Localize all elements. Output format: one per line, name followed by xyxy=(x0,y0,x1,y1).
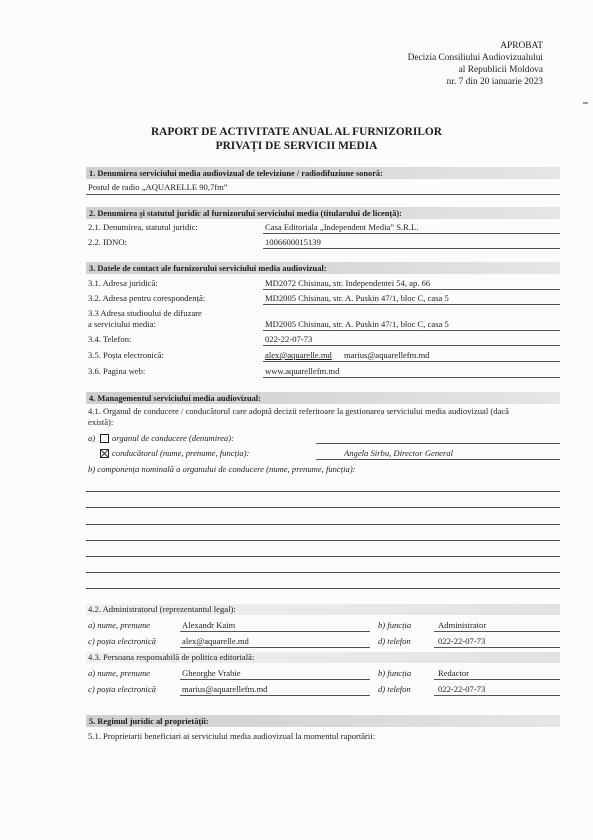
studio-address-value: MD2005 Chisinau, str. A. Puskin 47/1, bloc C, casa 5 xyxy=(265,319,449,329)
postal-address-label: 3.2. Adresa pentru corespondență: xyxy=(88,293,206,303)
phone-label: 3.4. Telefon: xyxy=(88,334,132,344)
admin-email-label: c) poșta electronică xyxy=(88,636,156,646)
section-2-header: 2. Denumirea și statutul juridic al furnizorului serviciului media (titularului de licență): xyxy=(86,207,560,219)
section-4-header: 4. Managementul serviciului media audiovizual: xyxy=(86,392,560,404)
management-body-checkbox[interactable] xyxy=(100,434,109,443)
admin-title: 4.2. Administratorul (reprezentantul legal): xyxy=(88,604,236,614)
legal-address-value: MD2072 Chisinau, str. Independentei 54, ap. 66 xyxy=(265,278,431,288)
approval-decision: Decizia Consiliului Audiovizualului xyxy=(407,53,543,63)
admin-email-value: alex@aquarelle.md xyxy=(182,636,249,646)
editor-email-value: marius@aquarellefm.md xyxy=(182,684,268,694)
field-line xyxy=(263,377,560,378)
approval-number: nr. 7 din 20 ianuarie 2023 xyxy=(446,77,543,87)
legal-status-value: Casa Editoriala „Independent Media” S.R.L. xyxy=(265,222,419,232)
management-body-label: organul de conducere (denumirea): xyxy=(112,433,234,443)
q51-text: 5.1. Proprietarii beneficiari ai serviciului media audiovizual la momentul raportării: xyxy=(88,731,376,741)
field-line xyxy=(316,443,560,444)
composition-label: b) componența nominală a organului de conducere (nume, prenume, funcția): xyxy=(88,464,356,474)
editor-name-label: a) nume, prenume xyxy=(88,668,150,678)
section-5-header: 5. Regimul juridic al proprietății: xyxy=(86,715,560,727)
admin-name-label: a) nume, prenume xyxy=(88,620,150,630)
field-line xyxy=(434,679,560,680)
editor-email-label: c) poșta electronică xyxy=(88,684,156,694)
manager-checkbox[interactable] xyxy=(100,449,109,458)
scan-mark xyxy=(583,102,588,104)
approval-label: APROBAT xyxy=(500,41,543,51)
blank-line xyxy=(86,491,560,492)
field-line xyxy=(263,361,560,362)
field-line xyxy=(434,631,560,632)
field-line xyxy=(263,304,560,305)
editor-function-label: b) funcția xyxy=(378,668,412,678)
website-value[interactable]: www.aquarellefm.md xyxy=(265,366,340,376)
editor-phone-value: 022-22-07-73 xyxy=(438,684,486,694)
admin-name-value: Alexandr Kaim xyxy=(182,620,236,630)
option-a-prefix: a) xyxy=(88,433,96,443)
email-value-1[interactable]: alex@aquarelle.md xyxy=(265,350,332,360)
legal-status-label: 2.1. Denumirea, statutul juridic: xyxy=(88,222,198,232)
field-line xyxy=(434,647,560,648)
field-line xyxy=(180,647,370,648)
legal-address-label: 3.1. Adresa juridică: xyxy=(88,278,158,288)
field-line xyxy=(263,248,560,249)
field-line xyxy=(434,695,560,696)
manager-value: Angela Sirbu, Director General xyxy=(344,448,453,458)
email-label: 3.5. Poșta electronică: xyxy=(88,350,164,360)
field-line xyxy=(263,330,560,331)
editor-title: 4.3. Persoana responsabilă de politica editorială: xyxy=(88,652,255,662)
field-line xyxy=(316,459,560,460)
section-3-header: 3. Datele de contact ale furnizorului serviciului media audiovizual: xyxy=(86,262,560,274)
service-name-value: Postul de radio „AQUARELLE 90,7fm” xyxy=(88,182,228,192)
idno-value: 1006600015139 xyxy=(265,237,321,247)
field-line xyxy=(180,695,370,696)
idno-label: 2.2. IDNO: xyxy=(88,237,127,247)
blank-line xyxy=(86,572,560,573)
phone-value: 022-22-07-73 xyxy=(265,334,313,344)
manager-label: conducătorul (nume, prenume, funcția): xyxy=(112,448,250,458)
studio-address-label-1: 3.3 Adresa studioului de difuzare xyxy=(88,308,202,318)
field-line xyxy=(263,289,560,290)
blank-line xyxy=(86,588,560,589)
field-line xyxy=(180,631,370,632)
section-1-header: 1. Denumirea serviciului media audiovizual de televiziune / radiodifuziune sonoră: xyxy=(86,167,560,179)
field-line xyxy=(180,679,370,680)
approval-authority: al Republicii Moldova xyxy=(458,65,543,75)
postal-address-value: MD2005 Chisinau, str. A. Puskin 47/1, bloc C, casa 5 xyxy=(265,293,449,303)
page-subtitle: PRIVAȚI DE SERVICII MEDIA xyxy=(215,140,378,152)
editor-function-value: Redactor xyxy=(438,668,470,678)
q41-text-1: 4.1. Organul de conducere / conducătorul care adoptă decizii referitoare la gestionarea serviciului media audiovizual (dacă xyxy=(88,406,509,416)
admin-phone-label: d) telefon xyxy=(378,636,411,646)
blank-line xyxy=(86,556,560,557)
field-line xyxy=(263,233,560,234)
email-value-2[interactable]: marius@aquarellefm.md xyxy=(344,350,430,360)
admin-phone-value: 022-22-07-73 xyxy=(438,636,486,646)
field-line xyxy=(263,345,560,346)
page-title: RAPORT DE ACTIVITATE ANUAL AL FURNIZORILOR xyxy=(150,126,443,138)
editor-name-value: Gheorghe Vrabie xyxy=(182,668,241,678)
editor-phone-label: d) telefon xyxy=(378,684,411,694)
blank-line xyxy=(86,524,560,525)
admin-function-label: b) funcția xyxy=(378,620,412,630)
blank-line xyxy=(86,507,560,508)
blank-line xyxy=(86,540,560,541)
studio-address-label-2: a serviciului media: xyxy=(88,319,156,329)
website-label: 3.6. Pagina web: xyxy=(88,366,146,376)
field-line xyxy=(86,194,560,195)
q41-text-2: există): xyxy=(88,417,114,427)
admin-function-value: Administrator xyxy=(438,620,487,630)
